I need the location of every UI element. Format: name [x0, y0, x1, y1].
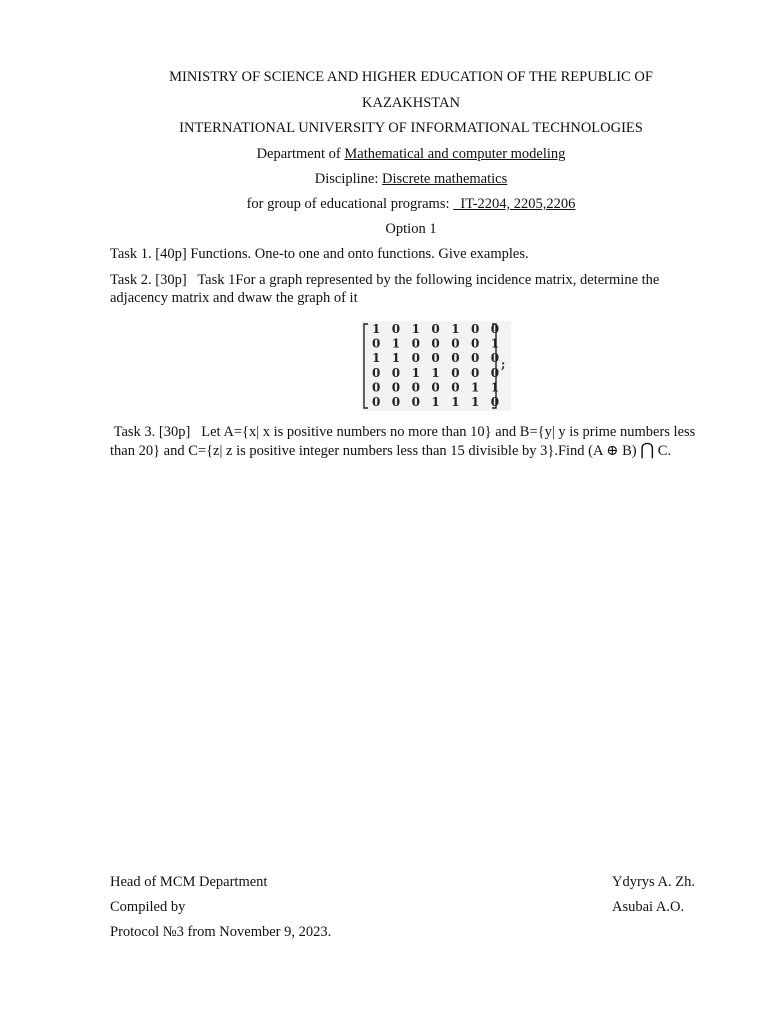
task-2: Task 2. [30p] Task 1For a graph represented by the following incidence matrix, determine the adjacency matrix and dwaw the graph of it	[110, 272, 663, 306]
department-prefix: Department of	[256, 146, 345, 162]
matrix-cell: 0	[490, 322, 500, 336]
matrix-cell: 0	[431, 322, 440, 336]
matrix-cell: 0	[471, 365, 480, 380]
discipline-line	[110, 169, 712, 189]
matrix-cell: 0	[391, 322, 401, 336]
matrix-cell: 1	[391, 351, 401, 366]
matrix-cell: 1	[372, 351, 381, 366]
head-of-department-label: Head of MCM Department	[110, 874, 268, 890]
matrix-cell: 1	[411, 365, 420, 380]
group-prefix: for group of educational programs:	[246, 196, 454, 212]
matrix-cell: 1	[471, 380, 480, 395]
matrix-cell: 0	[372, 395, 381, 409]
incidence-matrix	[361, 321, 511, 411]
matrix-cell: 0	[490, 365, 500, 380]
matrix-cell: 0	[471, 322, 480, 336]
matrix-cell: 0	[451, 380, 460, 395]
matrix-cell: 0	[411, 351, 420, 366]
matrix-cell: 1	[411, 322, 420, 336]
matrix-cell: 0	[431, 336, 440, 351]
matrix-cell: 0	[431, 380, 440, 395]
matrix-cell: 0	[451, 365, 460, 380]
matrix-cell: 1	[471, 395, 480, 409]
matrix-cell: 0	[372, 365, 381, 380]
discipline-prefix: Discipline:	[314, 171, 383, 187]
matrix-cell: 1	[490, 336, 500, 351]
compiled-by-name: Asubai A.O.	[612, 899, 685, 915]
task-3-text: Task 3. [30p] Let A={x| x is positive numbers no more than 10} and B={y| y is prime numbers less than 20} and C={z| z is positive integer numbers less than 15 divisible by 3}.Find (A ⊕ B)	[110, 424, 699, 459]
head-of-department-name: Ydyrys A. Zh.	[612, 874, 695, 890]
matrix-cell: 1	[372, 322, 381, 336]
matrix-cell: 0	[391, 395, 401, 409]
task-1: Task 1. [40p] Functions. One-to one and onto functions. Give examples.	[110, 246, 529, 262]
group-codes: IT-2204, 2205,2206	[453, 196, 576, 212]
matrix-cell: 0	[372, 380, 381, 395]
matrix-left-bracket	[364, 324, 368, 408]
matrix-cell: 0	[391, 365, 401, 380]
protocol-line: Protocol №3 from November 9, 2023.	[110, 924, 332, 940]
task-3-end: C.	[654, 443, 672, 459]
matrix-cell: 0	[471, 336, 480, 351]
matrix-cell: 0	[451, 351, 460, 366]
matrix-terminator: ;	[501, 357, 506, 371]
matrix-cell: 0	[411, 380, 420, 395]
matrix-cell: 1	[451, 322, 460, 336]
matrix-cell: 0	[411, 336, 420, 351]
group-line	[110, 194, 712, 214]
matrix-cell: 1	[431, 365, 440, 380]
matrix-cell: 0	[372, 336, 381, 351]
intersection-symbol: ⋂	[640, 440, 655, 460]
matrix-cell: 0	[471, 351, 480, 366]
matrix-cell: 0	[490, 351, 500, 366]
matrix-cell: 0	[451, 336, 460, 351]
department-name: Mathematical and computer modeling	[344, 146, 566, 162]
matrix-cell: 1	[431, 395, 440, 409]
department-line	[110, 144, 712, 164]
matrix-cell: 1	[451, 395, 460, 409]
incidence-matrix-svg	[361, 321, 511, 411]
ministry-line-1: MINISTRY OF SCIENCE AND HIGHER EDUCATION OF THE REPUBLIC OF	[169, 69, 653, 85]
matrix-cell: 1	[490, 380, 500, 395]
university-name: INTERNATIONAL UNIVERSITY OF INFORMATIONAL TECHNOLOGIES	[179, 120, 643, 136]
matrix-cell: 0	[391, 380, 401, 395]
discipline-name: Discrete mathematics	[382, 171, 508, 187]
matrix-cell: 1	[391, 336, 401, 351]
matrix-cell: 0	[490, 395, 500, 409]
option-label: Option 1	[385, 221, 437, 237]
compiled-by-label: Compiled by	[110, 899, 186, 915]
ministry-line-2: KAZAKHSTAN	[362, 95, 460, 111]
matrix-cell: 0	[411, 395, 420, 409]
matrix-cell: 0	[431, 351, 440, 366]
task-3	[110, 423, 712, 460]
